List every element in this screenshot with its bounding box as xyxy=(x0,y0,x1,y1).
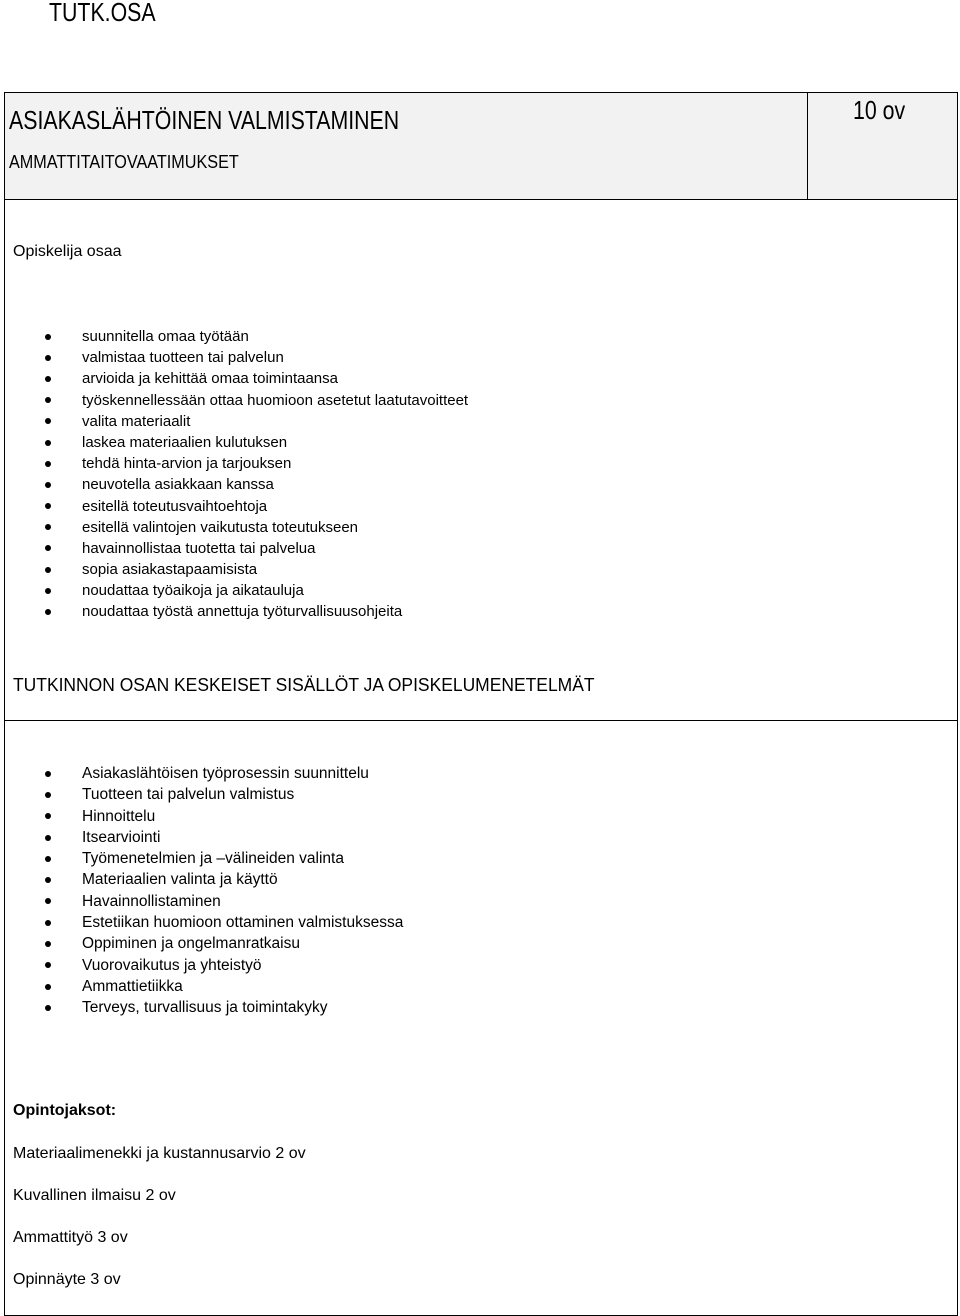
list-item: esitellä valintojen vaikutusta toteutukseen xyxy=(45,517,468,538)
list-item: tehdä hinta-arvion ja tarjouksen xyxy=(45,453,468,474)
list-item: arvioida ja kehittää omaa toimintaansa xyxy=(45,368,468,389)
list-item: Oppiminen ja ongelmanratkaisu xyxy=(45,933,403,954)
list-item: Ammattietiikka xyxy=(45,976,403,997)
list-item: suunnitella omaa työtään xyxy=(45,326,468,347)
competence-intro: Opiskelija osaa xyxy=(13,243,122,260)
list-item: neuvotella asiakkaan kanssa xyxy=(45,474,468,495)
list-item: valmistaa tuotteen tai palvelun xyxy=(45,347,468,368)
competence-list xyxy=(45,326,468,623)
study-periods-heading: Opintojaksot: xyxy=(13,1102,117,1119)
study-period-item: Kuvallinen ilmaisu 2 ov xyxy=(13,1187,176,1204)
list-item: esitellä toteutusvaihtoehtoja xyxy=(45,496,468,517)
unit-credits: 10 ov xyxy=(853,95,906,125)
list-item: Terveys, turvallisuus ja toimintakyky xyxy=(45,997,403,1018)
page-heading: TUTK.OSA xyxy=(49,0,156,27)
content-list xyxy=(45,763,403,1019)
list-item: Vuorovaikutus ja yhteistyö xyxy=(45,955,403,976)
list-item: havainnollistaa tuotetta tai palvelua xyxy=(45,538,468,559)
list-item: noudattaa työstä annettuja työturvallisuusohjeita xyxy=(45,601,468,622)
study-period-item: Opinnäyte 3 ov xyxy=(13,1271,121,1288)
list-item: Estetiikan huomioon ottaminen valmistuksessa xyxy=(45,912,403,933)
list-item: Hinnoittelu xyxy=(45,806,403,827)
list-item: Tuotteen tai palvelun valmistus xyxy=(45,784,403,805)
list-item: Itsearviointi xyxy=(45,827,403,848)
unit-title: ASIAKASLÄHTÖINEN VALMISTAMINEN xyxy=(9,105,400,135)
content-heading: TUTKINNON OSAN KESKEISET SISÄLLÖT JA OPISKELUMENETELMÄT xyxy=(13,675,595,695)
list-item: sopia asiakastapaamisista xyxy=(45,559,468,580)
list-item: työskennellessään ottaa huomioon asetetut laatutavoitteet xyxy=(45,390,468,411)
list-item: valita materiaalit xyxy=(45,411,468,432)
study-period-item: Materiaalimenekki ja kustannusarvio 2 ov xyxy=(13,1145,306,1162)
list-item: laskea materiaalien kulutuksen xyxy=(45,432,468,453)
list-item: Materiaalien valinta ja käyttö xyxy=(45,869,403,890)
unit-subtitle: AMMATTITAITOVAATIMUKSET xyxy=(9,152,239,172)
study-period-item: Ammattityö 3 ov xyxy=(13,1229,128,1246)
list-item: Työmenetelmien ja –välineiden valinta xyxy=(45,848,403,869)
list-item: Havainnollistaminen xyxy=(45,891,403,912)
list-item: Asiakaslähtöisen työprosessin suunnittelu xyxy=(45,763,403,784)
list-item: noudattaa työaikoja ja aikatauluja xyxy=(45,580,468,601)
